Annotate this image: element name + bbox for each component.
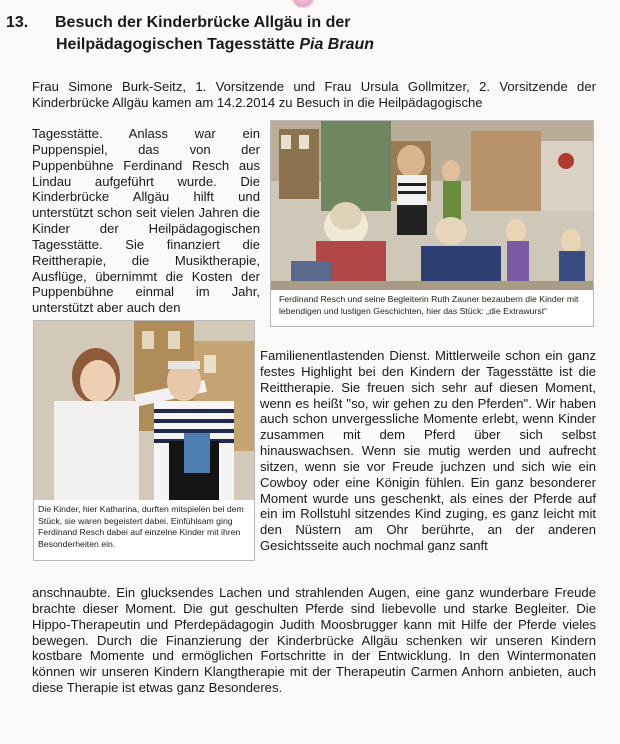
photo-puppet-show [270, 120, 594, 292]
flower-decoration [290, 0, 316, 8]
paragraph-left-column: Tagesstätte. Anlass war ein Puppenspiel, das von der Puppenbühne Ferdinand Resch aus Lindau aufgeführt wurde. Die Kinderbrücke Allgäu hilft und unterstützt schon seit vielen Jahren die Kinder der Heilpädagogischen Tagesstätte. Sie finanziert die Reittherapie, die Musiktherapie, Ausflüge, übernimmt die Kosten der Puppenbühne einmal im Jahr, unterstützt aber auch den [32, 126, 260, 316]
caption-photo-puppet-show: Ferdinand Resch und seine Begleiterin Ruth Zauner bezaubern die Kinder mit lebendigen und lustigen Geschichten, hier das Stück: „die Extrawurst“ [279, 294, 579, 316]
paragraph-intro: Frau Simone Burk-Seitz, 1. Vorsitzende und Frau Ursula Gollmitzer, 2. Vorsitzende der Kinderbrücke Allgäu kamen am 14.2.2014 zu Besuch in die Heilpädagogische [32, 79, 596, 110]
article-number: 13. [6, 14, 29, 31]
paragraph-closing: anschnaubte. Ein glucksendes Lachen und strahlenden Augen, eine ganz wunderbare Freude brachte dieser Moment. Die gut geschulten Pferde sind liebevolle und starke Begleiter. Die Hippo-Therapeutin und Pferdepädagogin Judith Moosbrugger kann mit Hilfe der Pferde vieles bewegen. Durch die Finanzierung der Kinderbrücke Allgäu schenken wir unseren Kindern kostbare Momente und ermöglichen Fortschritte in der Entwicklung. In den Wintermonaten können wir unseren Kindern Klangtherapie mit der Therapeutin Carmen Anhorn anbieten, auch diese Therapie ist etwas ganz Besonderes. [32, 585, 596, 696]
photo-children-playing [33, 320, 255, 502]
article-title-facility-name: Pia Braun [299, 36, 375, 53]
article-title-line2 [56, 36, 374, 54]
article-title-line1: Besuch der Kinderbrücke Allgäu in der [55, 14, 351, 31]
caption-photo-children-playing: Die Kinder, hier Katharina, durften mitspielen bei dem Stück, sie waren begeistert dabei. Einfühlsam ging Ferdinand Resch dabei auf einzelne Kinder mit ihren Besonderheiten ein. [38, 504, 244, 549]
article-title-line2-text: Heilpädagogischen Tagesstätte [56, 36, 300, 53]
paragraph-right-column: Familienentlastenden Dienst. Mittlerweile schon ein ganz festes Highlight bei den Kindern der Tagesstätte ist die Reittherapie. Sie freuen sich sehr auf diesen Moment, wenn es heißt "so, wir gehen zu den Pferden". Wir haben auch schon unvergessliche Momente erlebt, wenn Kinder zusammen mit dem Pferd über sich selbst hinauswachsen. Wenn sie mutig werden und aufrecht sitzen, wenn sie vor Freude juchzen und sich wie ein Cowboy oder eine Königin fühlen. Ein ganz besonderer Moment wurde uns geschenkt, als eines der Pferde auf ein im Rollstuhl sitzendes Kind zuging, es ganz leicht mit den Nüstern am Ohr berührte, an der anderen Gesichtsseite auch nochmal ganz sanft [260, 348, 596, 554]
